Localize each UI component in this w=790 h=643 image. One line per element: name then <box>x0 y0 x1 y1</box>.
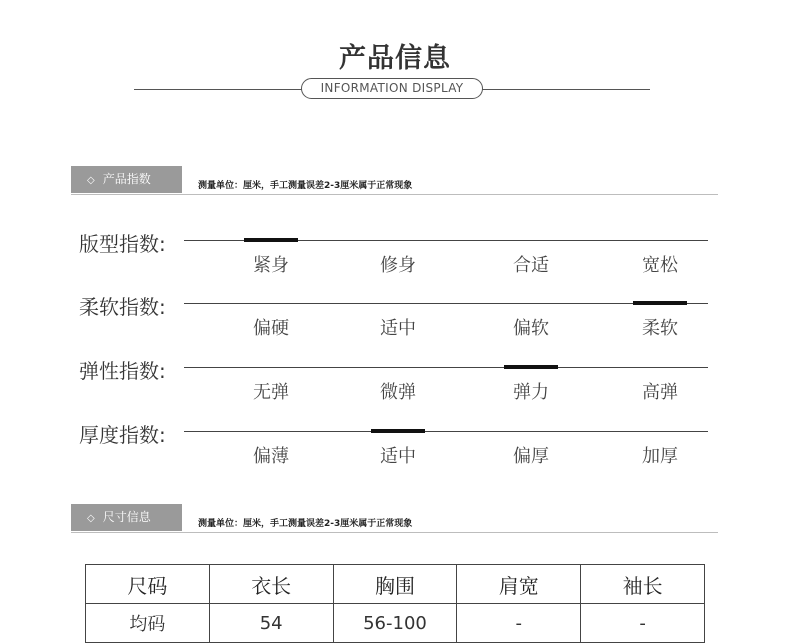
size-info-rule <box>71 532 718 533</box>
page-title: 产品信息 <box>339 43 451 74</box>
index-scale-line <box>184 431 708 432</box>
size-table-header-row <box>86 565 705 604</box>
header-rule-left <box>134 89 302 90</box>
product-index-tab-label: 产品指数 <box>102 172 151 186</box>
index-option: 偏软 <box>513 318 549 339</box>
index-option: 偏硬 <box>253 318 289 339</box>
index-option: 无弹 <box>253 382 289 403</box>
index-row-label: 厚度指数: <box>79 423 166 447</box>
diamond-icon: ◇ <box>87 513 95 524</box>
size-info-tab <box>71 504 182 531</box>
size-table-cell: 56-100 <box>333 604 457 643</box>
product-index-tab <box>71 166 182 193</box>
size-info-tab-label: 尺寸信息 <box>102 510 151 524</box>
index-option: 微弹 <box>380 382 416 403</box>
index-scale-line <box>184 303 708 304</box>
index-selected-marker <box>633 301 687 305</box>
size-table <box>85 564 705 643</box>
diamond-icon: ◇ <box>87 175 95 186</box>
index-option: 修身 <box>380 255 416 276</box>
size-table-header-cell: 胸围 <box>333 565 457 604</box>
size-table-header-cell: 袖长 <box>581 565 705 604</box>
index-selected-marker <box>371 429 425 433</box>
size-table-cell: - <box>457 604 581 643</box>
index-option: 合适 <box>513 255 549 276</box>
index-scale-line <box>184 367 708 368</box>
header-subtitle-badge: INFORMATION DISPLAY <box>301 78 483 99</box>
index-option: 宽松 <box>642 255 678 276</box>
size-table-cell: 54 <box>209 604 333 643</box>
index-option: 加厚 <box>642 446 678 467</box>
index-selected-marker <box>244 238 298 242</box>
index-option: 紧身 <box>253 255 289 276</box>
size-table-header-cell: 肩宽 <box>457 565 581 604</box>
index-row-label: 弹性指数: <box>79 359 166 383</box>
index-option: 偏薄 <box>253 446 289 467</box>
size-table-header-cell: 尺码 <box>86 565 210 604</box>
table-row <box>86 604 705 643</box>
size-info-note: 测量单位：厘米，手工测量误差2-3厘米属于正常现象 <box>198 519 413 529</box>
index-option: 高弹 <box>642 382 678 403</box>
index-option: 适中 <box>380 446 416 467</box>
index-option: 弹力 <box>513 382 549 403</box>
size-table-cell: 均码 <box>86 604 210 643</box>
index-option: 适中 <box>380 318 416 339</box>
header-rule-right <box>482 89 650 90</box>
index-selected-marker <box>504 365 558 369</box>
size-table-header-cell: 衣长 <box>209 565 333 604</box>
index-option: 柔软 <box>642 318 678 339</box>
index-row-label: 柔软指数: <box>79 295 166 319</box>
index-option: 偏厚 <box>513 446 549 467</box>
product-index-note: 测量单位：厘米，手工测量误差2-3厘米属于正常现象 <box>198 181 413 191</box>
size-table-cell: - <box>581 604 705 643</box>
index-row-label: 版型指数: <box>79 232 166 256</box>
product-index-rule <box>71 194 718 195</box>
